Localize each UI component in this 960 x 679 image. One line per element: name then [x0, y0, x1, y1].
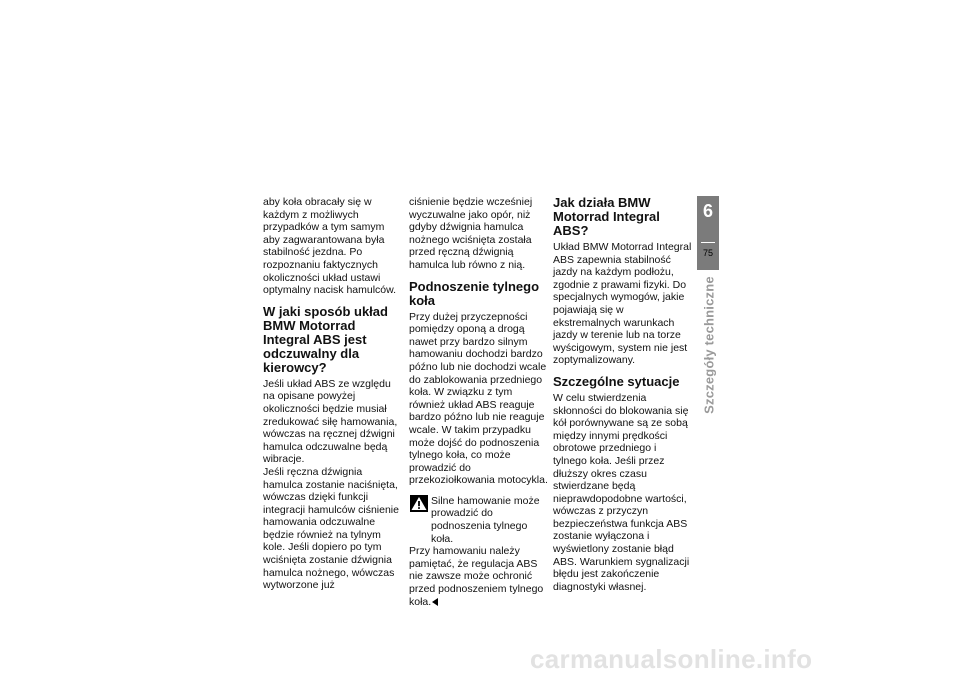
text-column-3: [553, 196, 693, 593]
section-heading: Szczególne sytuacje: [553, 373, 680, 389]
section-heading: Jak działa BMW Motorrad Integral ABS?: [553, 195, 660, 238]
chapter-number: 6: [702, 201, 713, 221]
paragraph: Jeśli ręczna dźwignia hamulca zostanie naciśnięta, wówczas dzięki funkcji integracji hamulców ciśnienie hamowania odczuwalne będzie również na tylnym kole. Jeśli dopiero po tym wciśnięta zostanie dźwignia hamulca nożnego, wówczas wytworzone już: [263, 465, 399, 592]
paragraph: ciśnienie będzie wcześniej wyczuwalne jako opór, niż gdyby dźwignia hamulca nożnego wciśnięta została przed ręczną dźwignią hamulca lub równo z nią.: [409, 196, 533, 271]
paragraph: aby koła obracały się w każdym z możliwych przypadków a tym samym aby zagwarantowana była stabilność jezdna. Po rozpoznaniu faktycznych okoliczności układ ustawi optymalny nacisk hamulców.: [263, 196, 397, 297]
text-column-1: [263, 196, 403, 592]
section-heading: W jaki sposób układ BMW Motorrad Integral ABS jest odczuwalny dla kierowcy?: [263, 303, 388, 375]
watermark: carmanualsonline.info: [530, 644, 813, 674]
chapter-title: Szczegóły techniczne: [701, 276, 717, 414]
chapter-tab: [697, 196, 719, 270]
paragraph: Przy dużej przyczepności pomiędzy oponą a drogą nawet przy bardzo silnym hamowaniu dochodzi bardzo późno lub nie dochodzi wcale do zablokowania przedniego koła. W związku z tym również układ ABS reaguje bardzo późno lub nie reaguje wcale. W takim przypadku może dojść do podnoszenia tylnego koła, co może prowadzić do przekoziołkowania motocykla.: [409, 310, 548, 487]
page-number: 75: [702, 248, 713, 258]
warning-text: [409, 545, 549, 608]
text-column-2: [409, 196, 549, 608]
paragraph: Jeśli układ ABS ze względu na opisane powyżej okoliczności będzie musiał zredukować siłę hamowania, wówczas na ręcznej dźwigni hamulca odczuwalne będą wibracje.: [263, 377, 398, 466]
section-heading: Podnoszenie tylnego koła: [409, 278, 540, 308]
end-of-section-icon: [432, 598, 438, 606]
chapter-side-title: [700, 276, 718, 414]
paragraph: Układ BMW Motorrad Integral ABS zapewnia stabilność jazdy na każdym podłożu, zgodnie z prawami fizyki. Do specjalnych wymogów, jakie pojawiają się w ekstremalnych warunkach jazdy w terenie lub na torze wyścigowym, system nie jest zoptymalizowany.: [553, 241, 692, 367]
tab-divider: [701, 242, 715, 243]
warning-block: [409, 495, 549, 608]
warning-lead: Silne hamowanie może prowadzić do podnoszenia tylnego koła.: [431, 494, 540, 545]
paragraph: W celu stwierdzenia skłonności do blokowania się kół porównywane są ze sobą między innymi prędkości obrotowe przedniego i tylnego koła. Jeśli przez dłuższy okres czasu stwierdzane będą nieprawdopodobne wartości, wówczas z przyczyn bezpieczeństwa funkcja ABS zostanie wyłączona i wyświetlony zostanie błąd ABS. Warunkiem sygnalizacji błędu jest zakończenie diagnostyki własnej.: [553, 391, 690, 593]
warning-rest: Przy hamowaniu należy pamiętać, że regulacja ABS nie zawsze może ochronić przed podnoszeniem tylnego koła.: [409, 545, 544, 608]
warning-triangle-icon: [410, 495, 428, 512]
